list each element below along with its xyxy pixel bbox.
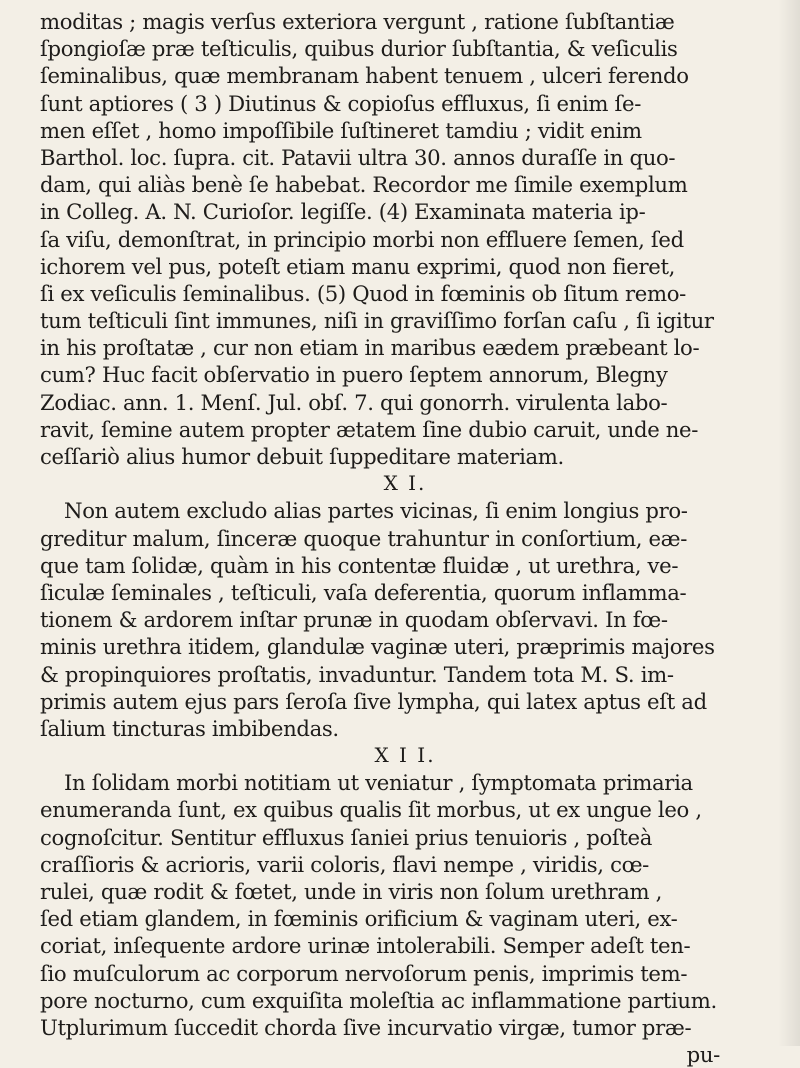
text-line: Zodiac. ann. 1. Menſ. Jul. obſ. 7. qui gonorrh. virulenta labo- (40, 389, 668, 415)
text-line: primis autem ejus pars ſeroſa ſive lympha, qui latex aptus eſt ad (40, 688, 707, 714)
text-line: ſunt aptiores ( 3 ) Diutinus & copioſus effluxus, ſi enim ſe- (40, 90, 642, 116)
catchword: pu- (686, 1042, 720, 1068)
text-line: greditur malum, ſinceræ quoque trahuntur in conſortium, eæ- (40, 525, 688, 551)
text-line: In ſolidam morbi notitiam ut veniatur , ſymptomata primaria (64, 770, 693, 796)
page-edge-shadow (778, 0, 800, 1046)
text-line: Barthol. loc. ſupra. cit. Patavii ultra 30. annos duraſſe in quo- (40, 144, 676, 170)
text-line: ſpongioſæ præ teſticulis, quibus durior ſubſtantia, & veſiculis (40, 36, 678, 62)
section-heading: X I I. (374, 743, 436, 768)
text-line: pore nocturno, cum exquiſita moleſtia ac inflammatione partium. (40, 987, 717, 1013)
text-line: Non autem excludo alias partes vicinas, ſi enim longius pro- (64, 498, 688, 524)
text-line: ceſſariò alius humor debuit ſuppeditare materiam. (40, 444, 564, 469)
text-line: tionem & ardorem inſtar prunæ in quodam obſervavi. In fœ- (40, 607, 668, 633)
text-line: ſa viſu, demonſtrat, in principio morbi non effluere ſemen, ſed (40, 226, 684, 252)
section-heading: X I. (383, 471, 427, 496)
text-line: ſed etiam glandem, in fœminis orificium & vaginam uteri, ex- (40, 906, 678, 932)
text-line: rulei, quæ rodit & fœtet, unde in viris non ſolum urethram , (40, 879, 663, 904)
text-line: minis urethra itidem, glandulæ vaginæ uteri, præprimis majores (40, 634, 715, 660)
text-line: & propinquiores proſtatis, invaduntur. Tandem tota M. S. im- (40, 661, 674, 687)
text-line: coriat, inſequente ardore urinæ intolerabili. Semper adeſt ten- (40, 933, 691, 959)
text-line: moditas ; magis verſus exteriora vergunt , ratione ſubſtantiæ (40, 9, 675, 34)
text-line: cognoſcitur. Sentitur effluxus ſaniei prius tenuioris , poſteà (40, 824, 653, 850)
text-line: tum teſticuli ſint immunes, niſi in graviſſimo forſan caſu , ſi igitur (40, 308, 714, 334)
text-line: Utplurimum ſuccedit chorda ſive incurvatio virgæ, tumor præ- (40, 1014, 692, 1040)
text-line: ſiculæ ſeminales , teſticuli, vaſa deferentia, quorum inflamma- (40, 579, 687, 605)
text-line: dam, qui aliàs benè ſe habebat. Recordor me ſimile exemplum (40, 172, 688, 198)
text-line: in Colleg. A. N. Curioſor. legiſſe. (4) Examinata materia ip- (40, 199, 646, 225)
text-line: men eſſet , homo impoſſibile ſuſtineret tamdiu ; vidit enim (40, 117, 642, 143)
text-line: ſio muſculorum ac corporum nervoſorum penis, imprimis tem- (40, 960, 688, 986)
text-line: ſalium tincturas imbibendas. (40, 715, 339, 741)
text-line: ravit, ſemine autem propter ætatem ſine dubio caruit, unde ne- (40, 416, 699, 442)
text-line: que tam ſolidæ, quàm in his contentæ fluidæ , ut urethra, ve- (40, 552, 679, 578)
document-page (40, 8, 770, 1068)
text-line: in his proſtatæ , cur non etiam in maribus eædem præbeant lo- (40, 335, 700, 361)
text-line: ſeminalibus, quæ membranam habent tenuem , ulceri ferendo (40, 63, 689, 89)
text-line: craſſioris & acrioris, varii coloris, flavi nempe , viridis, cœ- (40, 851, 649, 877)
text-line: enumeranda ſunt, ex quibus qualis ſit morbus, ut ex ungue leo , (40, 797, 702, 823)
text-line: ſi ex veſiculis ſeminalibus. (5) Quod in fœminis ob ſitum remo- (40, 280, 686, 306)
text-line: ichorem vel pus, poteſt etiam manu exprimi, quod non fieret, (40, 253, 676, 279)
text-line: cum? Huc facit obſervatio in puero ſeptem annorum, Blegny (40, 362, 668, 388)
